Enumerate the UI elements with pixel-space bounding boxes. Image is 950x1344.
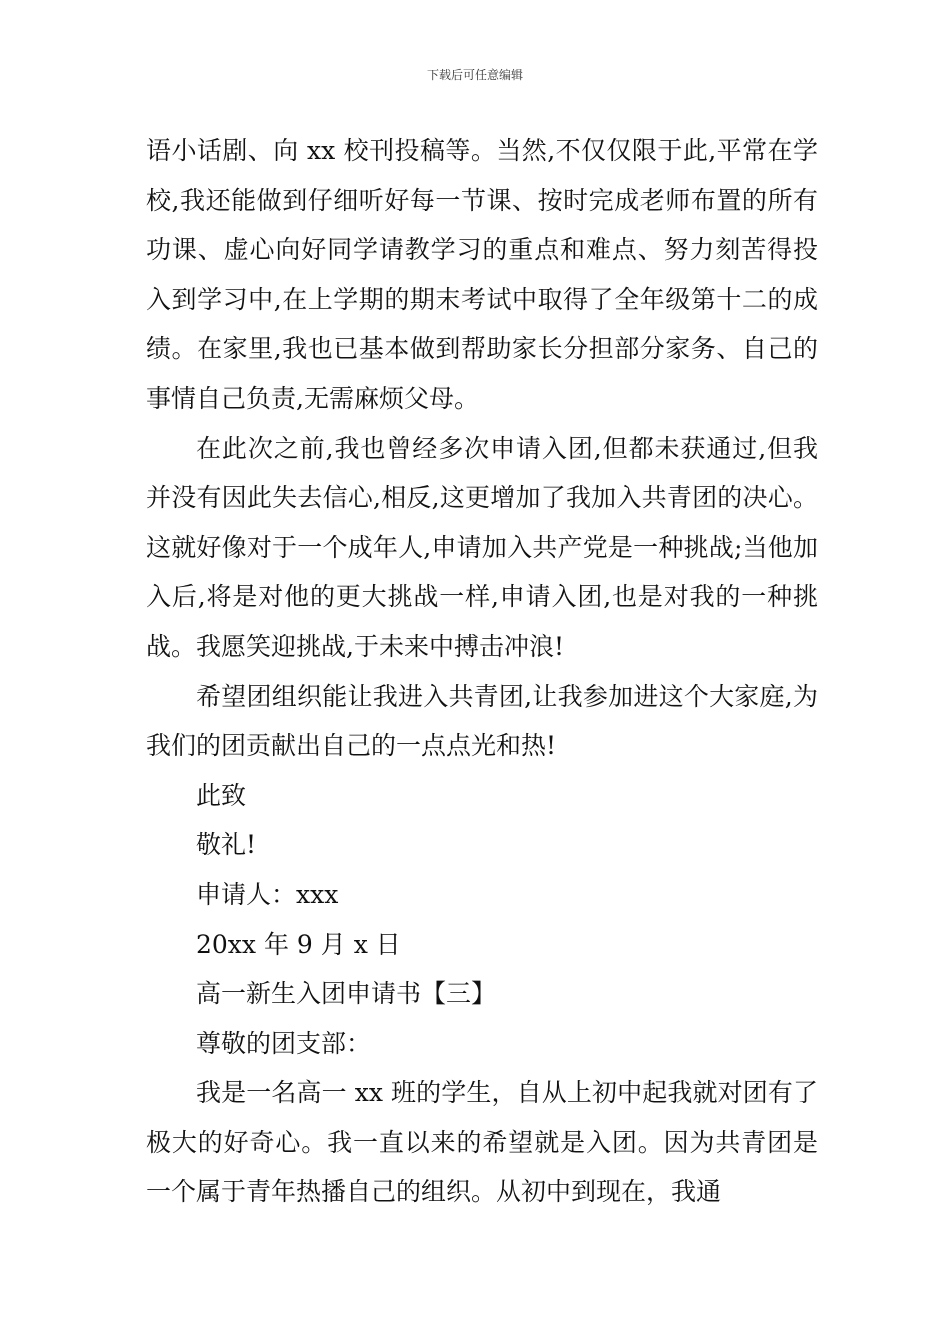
closing-salutation: 此致 [196, 780, 247, 810]
closing-regards: 敬礼! [196, 830, 257, 860]
paragraph-intro: 我是一名高一 xx 班的学生，自从上初中起我就对团有了极大的好奇心。我一直以来的希望就是入团。因为共青团是一个属于青年热播自己的组织。从初中到现在，我通 [146, 1078, 818, 1207]
paragraph-history: 在此次之前,我也曾经多次申请入团,但都未获通过,但我并没有因此失去信心,相反,这更增加了我加入共青团的决心。这就好像对于一个成年人,申请加入共产党是一种挑战;当他加入后,将是对他的更大挑战一样,申请入团,也是对我的一种挑战。我愿笑迎挑战,于未来中搏击冲浪! [146, 433, 818, 661]
paragraph-hope: 希望团组织能让我进入共青团,让我参加进这个大家庭,为我们的团贡献出自己的一点点光和热! [146, 681, 818, 761]
date-line: 20xx 年 9 月 x 日 [196, 929, 401, 959]
applicant-line: 申请人：xxx [196, 879, 339, 909]
paragraph-continued: 语小话剧、向 xx 校刊投稿等。当然,不仅仅限于此,平常在学校,我还能做到仔细听好每一节课、按时完成老师布置的所有功课、虚心向好同学请教学习的重点和难点、努力刻苦得投入到学习中,在上学期的期末考试中取得了全年级第十二的成绩。在家里,我也已基本做到帮助家长分担部分家务、自己的事情自己负责,无需麻烦父母。 [146, 136, 818, 413]
letter-greeting: 尊敬的团支部： [196, 1028, 372, 1058]
page-header: 下载后可任意编辑 [426, 68, 523, 82]
section-title: 高一新生入团申请书【三】 [196, 979, 497, 1009]
document-body [146, 126, 818, 1217]
